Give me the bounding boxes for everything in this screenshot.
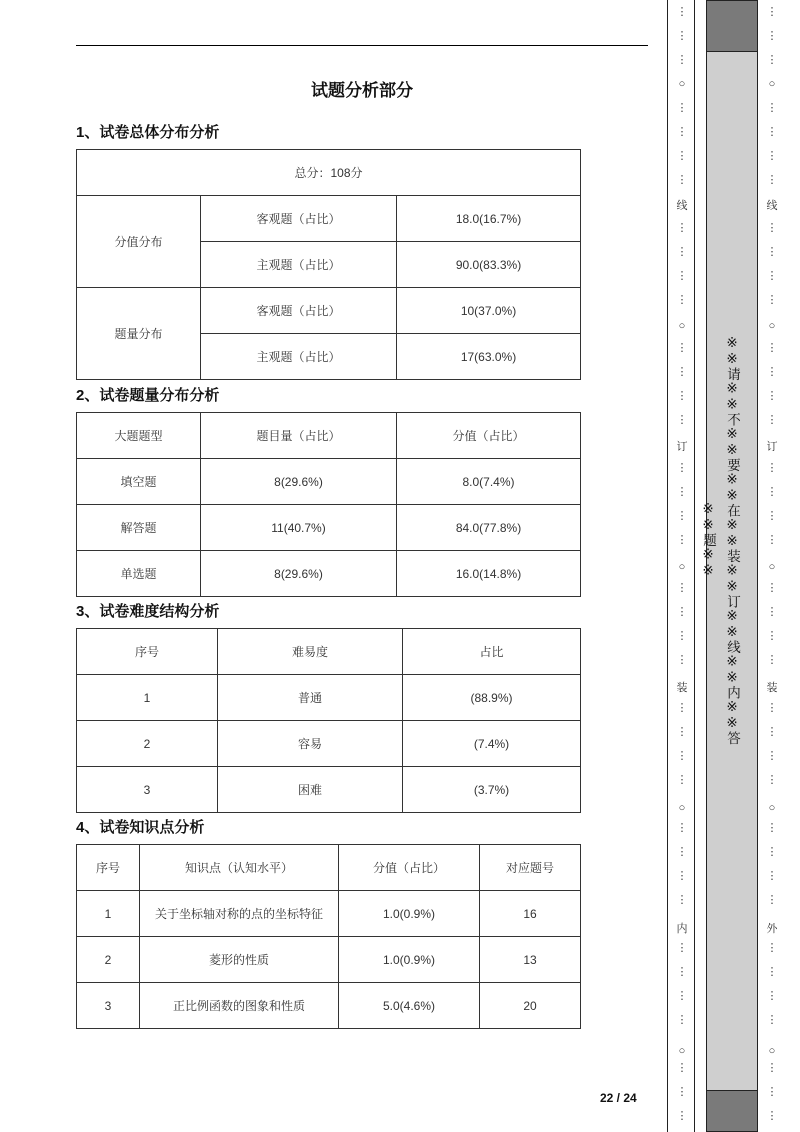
table-cell: 菱形的性质: [140, 937, 339, 983]
binding-top-block: [706, 0, 758, 52]
table-row: [77, 459, 581, 505]
binding-circle-mark: ○: [768, 1045, 776, 1057]
table-row: [77, 983, 581, 1029]
count-distribution-label: 题量分布: [77, 288, 201, 380]
total-score-cell: 总分：108分: [77, 150, 581, 196]
binding-dots: ⋮: [676, 870, 688, 882]
column-header: 知识点（认知水平）: [140, 845, 339, 891]
binding-label: 线: [766, 200, 778, 212]
table-cell: 关于坐标轴对称的点的坐标特征: [140, 891, 339, 937]
binding-dots: ⋮: [766, 486, 778, 498]
binding-dots: ⋮: [676, 750, 688, 762]
table-cell: 16: [480, 891, 581, 937]
section-heading-knowledge-points: 4、试卷知识点分析: [76, 819, 205, 836]
binding-dots: ⋮: [766, 174, 778, 186]
binding-dots: ⋮: [766, 390, 778, 402]
binding-dots: ⋮: [676, 582, 688, 594]
table-cell: (7.4%): [403, 721, 581, 767]
binding-label: 线: [676, 200, 688, 212]
table-row: [77, 196, 581, 242]
binding-dots: ⋮: [676, 702, 688, 714]
binding-dots: ⋮: [676, 774, 688, 786]
binding-dots: ⋮: [766, 30, 778, 42]
column-header: 大题题型: [77, 413, 201, 459]
table-cell: 普通: [218, 675, 403, 721]
table-cell: 1.0(0.9%): [339, 937, 480, 983]
binding-border-mid: [694, 0, 695, 1132]
binding-dots: ⋮: [766, 582, 778, 594]
binding-dotted-line-outer: [762, 0, 782, 1132]
table-cell: 84.0(77.8%): [397, 505, 581, 551]
binding-dots: ⋮: [676, 414, 688, 426]
binding-dots: ⋮: [676, 486, 688, 498]
table-header-row: [77, 845, 581, 891]
column-header: 难易度: [218, 629, 403, 675]
binding-dots: ⋮: [766, 366, 778, 378]
table-cell: 客观题（占比）: [201, 196, 397, 242]
table-cell: 8.0(7.4%): [397, 459, 581, 505]
binding-label: 装: [766, 682, 778, 694]
column-header: 分值（占比）: [397, 413, 581, 459]
binding-dots: ⋮: [676, 606, 688, 618]
column-header: 序号: [77, 845, 140, 891]
table-cell: 1: [77, 675, 218, 721]
binding-dots: ⋮: [676, 510, 688, 522]
table-cell: 主观题（占比）: [201, 242, 397, 288]
binding-dots: ⋮: [766, 534, 778, 546]
binding-circle-mark: ○: [678, 802, 686, 814]
binding-dots: ⋮: [676, 342, 688, 354]
binding-dots: ⋮: [766, 966, 778, 978]
binding-dotted-line-inner: [672, 0, 692, 1132]
knowledge-points-table: [76, 844, 581, 1029]
difficulty-table: [76, 628, 581, 813]
binding-dots: ⋮: [766, 54, 778, 66]
binding-dots: ⋮: [766, 342, 778, 354]
binding-dots: ⋮: [676, 1014, 688, 1026]
question-count-table: [76, 412, 581, 597]
binding-dots: ⋮: [766, 846, 778, 858]
binding-notice: ※※请※※不※※要※※在※※装※※订※※线※※内※※答※※题※※: [701, 335, 740, 745]
binding-circle-mark: ○: [678, 1045, 686, 1057]
header-rule: [76, 45, 648, 46]
binding-dots: ⋮: [766, 774, 778, 786]
table-cell: 3: [77, 767, 218, 813]
table-cell: 困难: [218, 767, 403, 813]
binding-dots: ⋮: [766, 1014, 778, 1026]
table-row: [77, 937, 581, 983]
table-cell: 16.0(14.8%): [397, 551, 581, 597]
table-cell: 90.0(83.3%): [397, 242, 581, 288]
binding-dots: ⋮: [676, 246, 688, 258]
table-row: [77, 721, 581, 767]
binding-dots: ⋮: [766, 1062, 778, 1074]
table-cell: 1.0(0.9%): [339, 891, 480, 937]
binding-dots: ⋮: [676, 630, 688, 642]
table-row: [77, 505, 581, 551]
binding-dots: ⋮: [676, 990, 688, 1002]
binding-circle-mark: ○: [768, 802, 776, 814]
table-cell: 主观题（占比）: [201, 334, 397, 380]
binding-label: 订: [766, 441, 778, 453]
table-cell: 17(63.0%): [397, 334, 581, 380]
binding-dots: ⋮: [676, 942, 688, 954]
table-cell: 1: [77, 891, 140, 937]
binding-dots: ⋮: [676, 462, 688, 474]
binding-dots: ⋮: [676, 1062, 688, 1074]
table-cell: 填空题: [77, 459, 201, 505]
section-heading-question-count: 2、试卷题量分布分析: [76, 387, 220, 404]
section-heading-overall: 1、试卷总体分布分析: [76, 124, 220, 141]
binding-dots: ⋮: [766, 750, 778, 762]
binding-dots: ⋮: [766, 870, 778, 882]
table-cell: (3.7%): [403, 767, 581, 813]
binding-dots: ⋮: [676, 150, 688, 162]
binding-circle-mark: ○: [768, 561, 776, 573]
binding-label: 外: [766, 923, 778, 935]
table-cell: 3: [77, 983, 140, 1029]
table-cell: 10(37.0%): [397, 288, 581, 334]
binding-dots: ⋮: [766, 726, 778, 738]
binding-dots: ⋮: [766, 414, 778, 426]
binding-dots: ⋮: [676, 822, 688, 834]
binding-dots: ⋮: [676, 294, 688, 306]
binding-label: 装: [676, 682, 688, 694]
binding-dots: ⋮: [676, 6, 688, 18]
column-header: 序号: [77, 629, 218, 675]
table-cell: 2: [77, 937, 140, 983]
binding-dots: ⋮: [766, 270, 778, 282]
page-number: 22 / 24: [600, 1091, 637, 1105]
column-header: 对应题号: [480, 845, 581, 891]
table-row: [77, 767, 581, 813]
binding-dots: ⋮: [766, 222, 778, 234]
binding-dots: ⋮: [676, 894, 688, 906]
binding-dots: ⋮: [766, 1086, 778, 1098]
binding-dots: ⋮: [676, 54, 688, 66]
column-header: 题目量（占比）: [201, 413, 397, 459]
table-header-row: [77, 629, 581, 675]
binding-dots: ⋮: [676, 966, 688, 978]
binding-dots: ⋮: [766, 510, 778, 522]
binding-dots: ⋮: [766, 894, 778, 906]
table-row: [77, 150, 581, 196]
binding-dots: ⋮: [766, 294, 778, 306]
binding-label: 订: [676, 441, 688, 453]
binding-dots: ⋮: [676, 654, 688, 666]
section-heading-difficulty: 3、试卷难度结构分析: [76, 603, 220, 620]
binding-dots: ⋮: [766, 606, 778, 618]
binding-dots: ⋮: [676, 1110, 688, 1122]
binding-dots: ⋮: [766, 126, 778, 138]
binding-dots: ⋮: [676, 102, 688, 114]
binding-dots: ⋮: [676, 222, 688, 234]
binding-dots: ⋮: [766, 630, 778, 642]
table-cell: 单选题: [77, 551, 201, 597]
binding-dots: ⋮: [676, 846, 688, 858]
binding-dots: ⋮: [766, 1110, 778, 1122]
table-row: [77, 891, 581, 937]
page-title: 试题分析部分: [311, 81, 413, 100]
column-header: 分值（占比）: [339, 845, 480, 891]
binding-circle-mark: ○: [678, 561, 686, 573]
binding-dots: ⋮: [766, 942, 778, 954]
table-cell: 11(40.7%): [201, 505, 397, 551]
binding-dots: ⋮: [676, 126, 688, 138]
binding-dots: ⋮: [766, 102, 778, 114]
binding-dots: ⋮: [766, 822, 778, 834]
table-header-row: [77, 413, 581, 459]
table-cell: 5.0(4.6%): [339, 983, 480, 1029]
binding-dots: ⋮: [766, 462, 778, 474]
binding-dots: ⋮: [766, 654, 778, 666]
table-cell: 13: [480, 937, 581, 983]
binding-dots: ⋮: [766, 990, 778, 1002]
binding-circle-mark: ○: [768, 78, 776, 90]
table-cell: 20: [480, 983, 581, 1029]
binding-label: 内: [676, 923, 688, 935]
binding-bottom-block: [706, 1090, 758, 1132]
table-cell: (88.9%): [403, 675, 581, 721]
table-row: [77, 551, 581, 597]
table-cell: 容易: [218, 721, 403, 767]
binding-dots: ⋮: [676, 534, 688, 546]
table-row: [77, 675, 581, 721]
binding-dots: ⋮: [766, 6, 778, 18]
column-header: 占比: [403, 629, 581, 675]
binding-dots: ⋮: [766, 702, 778, 714]
overall-distribution-table: [76, 149, 581, 380]
table-cell: 8(29.6%): [201, 459, 397, 505]
binding-dots: ⋮: [676, 726, 688, 738]
binding-dots: ⋮: [676, 390, 688, 402]
binding-dots: ⋮: [766, 150, 778, 162]
table-cell: 正比例函数的图象和性质: [140, 983, 339, 1029]
binding-dots: ⋮: [676, 1086, 688, 1098]
binding-circle-mark: ○: [678, 320, 686, 332]
table-row: [77, 288, 581, 334]
binding-dots: ⋮: [676, 366, 688, 378]
binding-dots: ⋮: [676, 174, 688, 186]
binding-dots: ⋮: [676, 270, 688, 282]
binding-border-left: [667, 0, 668, 1132]
binding-circle-mark: ○: [678, 78, 686, 90]
table-cell: 2: [77, 721, 218, 767]
table-cell: 解答题: [77, 505, 201, 551]
table-cell: 8(29.6%): [201, 551, 397, 597]
score-distribution-label: 分值分布: [77, 196, 201, 288]
table-cell: 客观题（占比）: [201, 288, 397, 334]
binding-circle-mark: ○: [768, 320, 776, 332]
binding-dots: ⋮: [676, 30, 688, 42]
table-cell: 18.0(16.7%): [397, 196, 581, 242]
binding-dots: ⋮: [766, 246, 778, 258]
